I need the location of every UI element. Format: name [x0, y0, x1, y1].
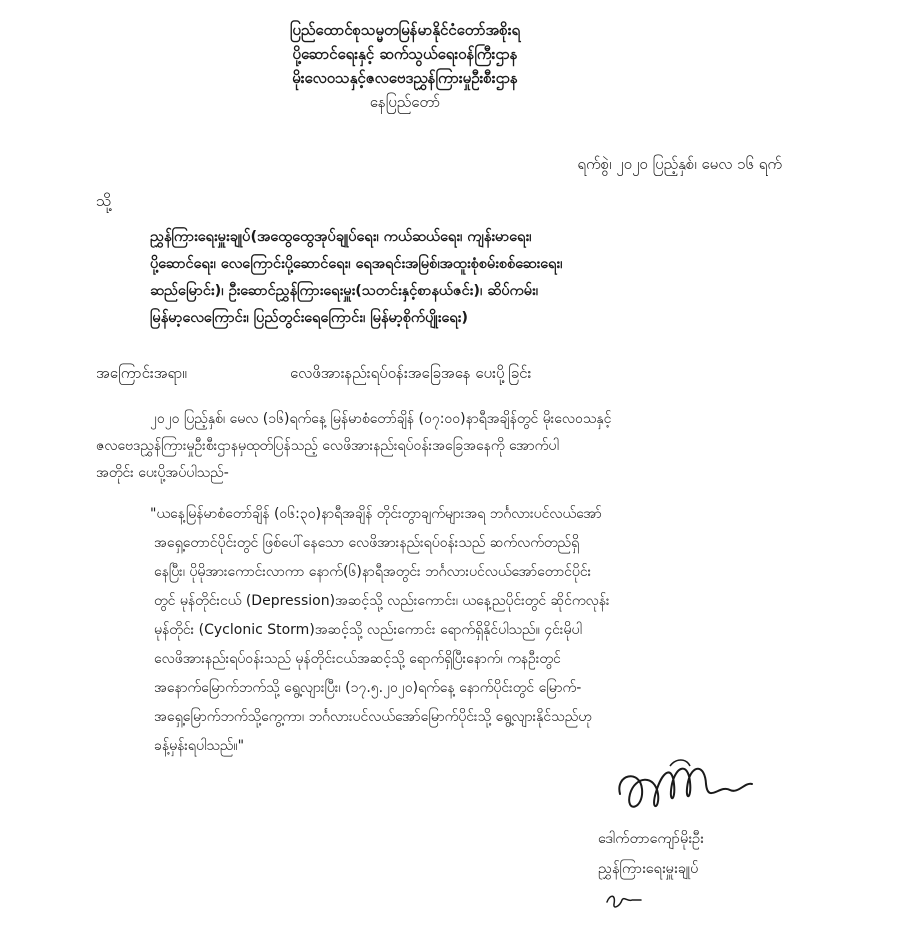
- recipient-line: မြန်မာ့လေကြောင်း၊ ပြည်တွင်းရေကြောင်း၊ မြန်မာ့စိုက်ပျိုးရေး): [150, 310, 468, 326]
- letterhead-government: ပြည်ထောင်စုသမ္မတမြန်မာနိုင်ငံတော်အစိုးရ: [289, 21, 521, 39]
- quote-line: နေပြီး၊ ပိုမိုအားကောင်းလာကာ နောက်(၆)နာရီအတွင်း ဘင်္ဂလားပင်လယ်အော်တောင်ပိုင်း: [154, 564, 592, 580]
- letterhead-ministry: ပို့ဆောင်ရေးနှင့် ဆက်သွယ်ရေးဝန်ကြီးဌာန: [292, 45, 518, 63]
- signatory-name: ဒေါက်တာကျော်မိုးဦး: [598, 831, 704, 847]
- letter-date: ရက်စွဲ၊ ၂၀၂၀ ပြည့်နှစ်၊ မေလ ၁၆ ရက်: [577, 155, 782, 173]
- recipient-line: ညွှန်ကြားရေးမှူးချုပ်(အထွေထွေအုပ်ချုပ်ရေး၊ ကယ်ဆယ်ရေး၊ ကျန်းမာရေး၊: [150, 229, 532, 245]
- quote-line: မုန်တိုင်း (Cyclonic Storm)အဆင့်သို့ လည်းကောင်း ရောက်ရှိနိုင်ပါသည်။ ၄င်းမိုပါ: [154, 622, 582, 638]
- quote-line: တွင် မုန်တိုင်းငယ် (Depression)အဆင့်သို့ လည်းကောင်း၊ ယနေ့ညပိုင်းတွင် ဆိုင်ကလုန်း: [154, 593, 610, 609]
- handwritten-initials: [604, 888, 644, 912]
- quote-line: အရှေ့တောင်ပိုင်းတွင် ဖြစ်ပေါ်နေသော လေဖိအားနည်းရပ်ဝန်းသည် ဆက်လက်တည်ရှိ: [154, 535, 580, 551]
- quote-line: အနောက်မြောက်ဘက်သို့ ရွေ့လျားပြီး၊ (၁၇.၅.၂၀၂၀)ရက်နေ့ နောက်ပိုင်းတွင် မြောက်-: [154, 680, 582, 696]
- body-paragraph: [96, 406, 810, 487]
- subject-label: အကြောင်းအရာ။: [96, 364, 187, 382]
- recipient-line: ပို့ဆောင်ရေး၊ လေကြောင်းပို့ဆောင်ရေး၊ ရေအရင်းအမြစ်၊အထူးစုံစမ်းစစ်ဆေးရေး၊: [150, 256, 563, 272]
- body-line: ဇလဗေဒညွှန်ကြားမှုဦးစီးဌာနမှထုတ်ပြန်သည့် လေဖိအားနည်းရပ်ဝန်းအခြေအနေကို အောက်ပါ: [96, 438, 559, 454]
- letterhead: [240, 18, 570, 114]
- recipient-block: [150, 224, 790, 332]
- recipient-line: ဆည်မြောင်း)၊ ဦးဆောင်ညွှန်ကြားရေးမှူး(သတင်းနှင့်စာနယ်ဇင်း)၊ ဆိပ်ကမ်း၊: [150, 283, 539, 299]
- forecast-quote: [150, 500, 850, 761]
- letterhead-city: နေပြည်တော်: [369, 93, 441, 111]
- letterhead-department: မိုးလေဝသနှင့်ဇလဗေဒညွှန်ကြားမှုဦးစီးဌာန: [292, 69, 518, 87]
- body-line: ၂၀၂၀ ပြည့်နှစ်၊ မေလ (၁၆)ရက်နေ့ မြန်မာစံတော်ချိန် (၀၇:၀၀)နာရီအချိန်တွင် မိုးလေဝသနှင့်: [150, 411, 612, 427]
- to-label: သို့: [96, 191, 112, 210]
- body-line: အတိုင်း ပေးပို့အပ်ပါသည်-: [96, 465, 229, 481]
- quote-line: အရှေ့မြောက်ဘက်သို့ကွေ့ကာ၊ ဘင်္ဂလားပင်လယ်အော်မြောက်ပိုင်းသို့ ရွေ့လျားနိုင်သည်ဟု: [154, 709, 592, 725]
- signatory-title: ညွှန်ကြားရေးမှူးချုပ်: [598, 861, 699, 877]
- handwritten-signature: [610, 754, 760, 824]
- quote-line: ခန့်မှန်းရပါသည်။": [154, 738, 245, 754]
- quote-line: လေဖိအားနည်းရပ်ဝန်းသည် မုန်တိုင်းငယ်အဆင့်သို့ ရောက်ရှိပြီးနောက်၊ ကနဦးတွင်: [154, 651, 561, 667]
- subject-text: လေဖိအားနည်းရပ်ဝန်းအခြေအနေ ပေးပို့ခြင်း: [290, 364, 532, 382]
- quote-line: "ယနေ့မြန်မာစံတော်ချိန် (၀၆:၃၀)နာရီအချိန် တိုင်းတွာချက်များအရ ဘင်္ဂလားပင်လယ်အော်: [150, 506, 602, 522]
